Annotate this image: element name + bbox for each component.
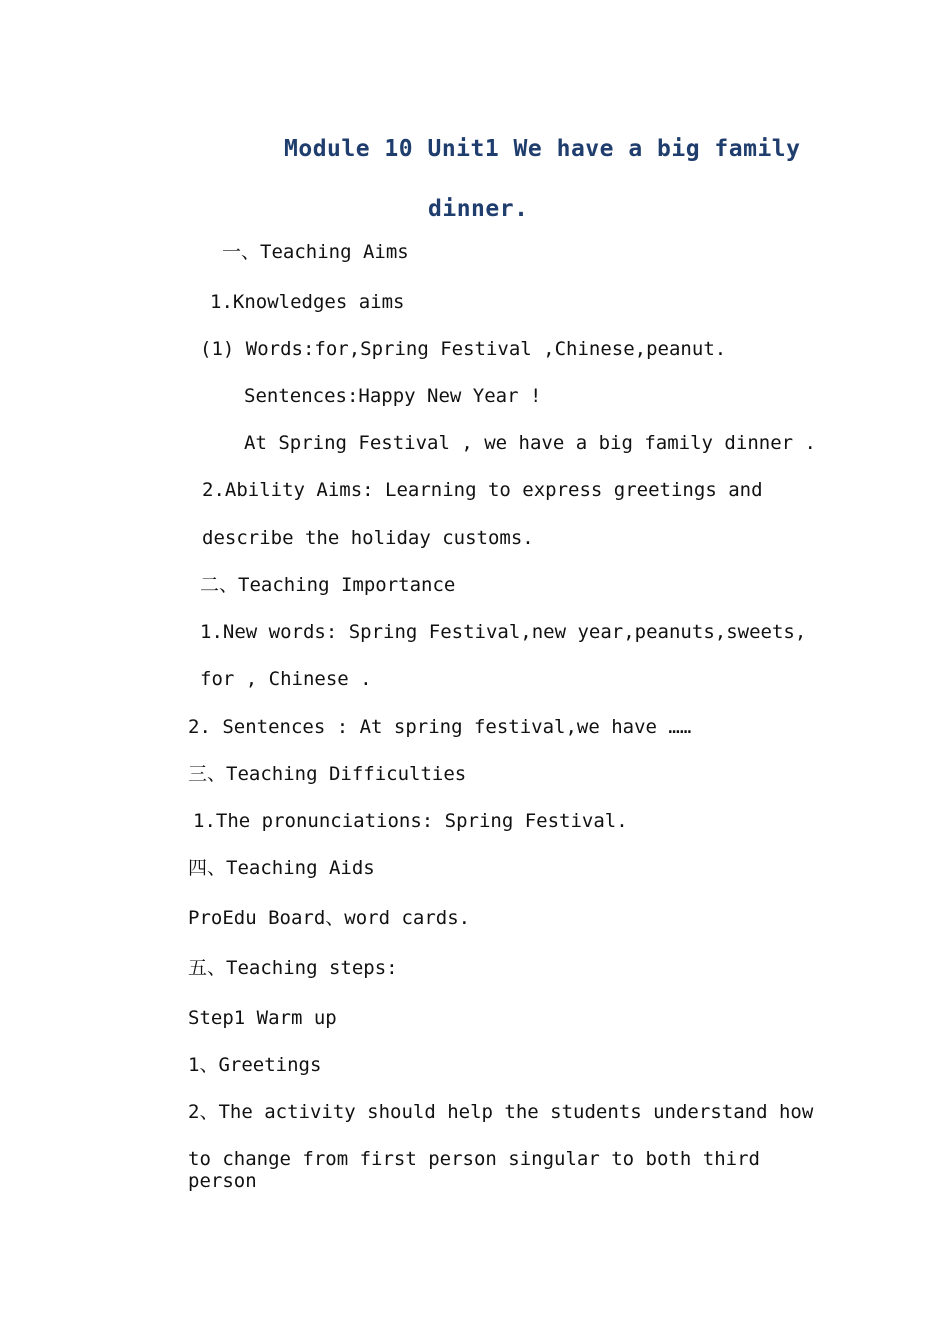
- activity-line-cont: to change from first person singular to both third person: [188, 1148, 760, 1192]
- section-teaching-difficulties: 三、Teaching Difficulties: [188, 763, 467, 785]
- aids-list: ProEdu Board、word cards.: [188, 907, 471, 929]
- sentences-importance: 2. Sentences : At spring festival,we have ……: [188, 716, 692, 738]
- section-teaching-aids: 四、Teaching Aids: [188, 857, 375, 879]
- title-line-2: dinner.: [428, 196, 529, 222]
- new-words: 1.New words: Spring Festival,new year,peanuts,sweets,: [200, 621, 807, 643]
- sentence-example: At Spring Festival , we have a big family dinner .: [244, 432, 816, 454]
- step1-warm-up: Step1 Warm up: [188, 1007, 337, 1029]
- section-teaching-aims: 一、Teaching Aims: [222, 241, 409, 263]
- pronunciations: 1.The pronunciations: Spring Festival.: [193, 810, 628, 832]
- section-teaching-importance: 二、Teaching Importance: [200, 574, 456, 596]
- new-words-cont: for , Chinese .: [200, 668, 372, 690]
- section-teaching-steps: 五、Teaching steps:: [188, 957, 398, 979]
- ability-aims: 2.Ability Aims: Learning to express greetings and: [202, 479, 763, 501]
- activity-line: 2、The activity should help the students understand how: [188, 1101, 814, 1123]
- title-line-1: Module 10 Unit1 We have a big family: [284, 136, 801, 162]
- knowledge-aims: 1.Knowledges aims: [210, 291, 405, 313]
- sentences-line: Sentences:Happy New Year !: [244, 385, 542, 407]
- greetings: 1、Greetings: [188, 1054, 322, 1076]
- words-line: (1) Words:for,Spring Festival ,Chinese,peanut.: [200, 338, 727, 360]
- ability-aims-cont: describe the holiday customs.: [202, 527, 534, 549]
